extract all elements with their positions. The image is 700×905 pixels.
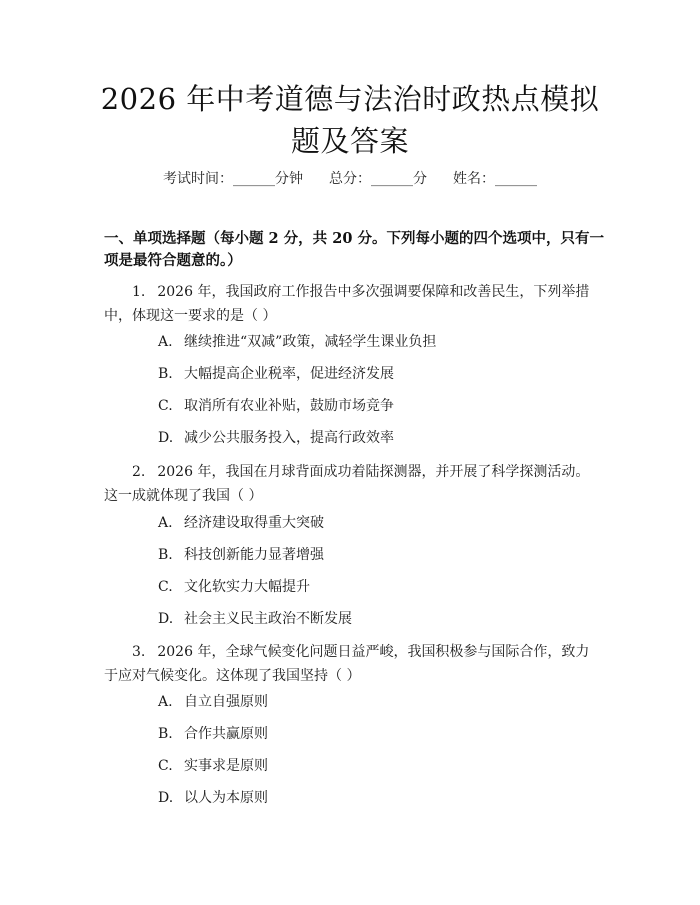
question-text: 2026 年，全球气候变化问题日益严峻，我国积极参与国际合作，致力于应对气候变化。这体现了我国坚持（ ） [104,644,590,684]
option-text: 取消所有农业补贴，鼓励市场竞争 [184,398,394,414]
exam-meta-line [0,168,700,188]
option-text: 科技创新能力显著增强 [184,547,324,563]
question-2-option-a [158,513,324,533]
question-2-option-d [158,609,352,629]
option-text: 经济建设取得重大突破 [184,515,324,531]
name-blank: ______ [495,171,537,187]
time-unit: 分钟 [275,171,303,187]
question-1-stem [104,280,594,328]
option-letter: A. [158,334,173,350]
option-letter: C. [158,758,173,774]
question-2-option-c [158,577,310,597]
score-label: 总分： [329,171,371,187]
question-2-option-b [158,545,324,565]
question-2-stem [104,460,594,508]
question-1-option-b [158,364,394,384]
option-text: 减少公共服务投入，提高行政效率 [184,430,394,446]
option-letter: B. [158,366,173,382]
question-3-option-a [158,692,268,712]
option-text: 社会主义民主政治不断发展 [184,611,352,627]
score-unit: 分 [413,171,427,187]
question-3-stem [104,640,594,688]
question-text: 2026 年，我国在月球背面成功着陆探测器，并开展了科学探测活动。这一成就体现了我国（ ） [104,464,590,504]
question-3-option-d [158,788,268,808]
question-1-option-d [158,428,394,448]
option-text: 以人为本原则 [184,790,268,806]
time-label: 考试时间： [163,171,233,187]
option-letter: D. [158,790,174,806]
question-number: 2. [132,464,146,480]
option-text: 自立自强原则 [184,694,268,710]
question-1-option-c [158,396,394,416]
name-label: 姓名： [453,171,495,187]
question-1-option-a [158,332,436,352]
option-letter: D. [158,611,174,627]
question-3-option-b [158,724,268,744]
option-letter: A. [158,694,173,710]
option-letter: B. [158,726,173,742]
option-text: 合作共赢原则 [184,726,268,742]
time-blank: ______ [233,171,275,187]
option-letter: B. [158,547,173,563]
option-letter: D. [158,430,174,446]
section-heading: 一、单项选择题（每小题 2 分，共 20 分。下列每小题的四个选项中，只有一项是最符合题意的。） [104,230,604,269]
option-text: 继续推进“双减”政策，减轻学生课业负担 [184,334,437,350]
question-number: 3. [132,644,146,660]
option-letter: C. [158,579,173,595]
question-3-option-c [158,756,268,776]
question-number: 1. [132,284,146,300]
option-text: 实事求是原则 [184,758,268,774]
option-letter: A. [158,515,173,531]
score-blank: ______ [371,171,413,187]
option-text: 文化软实力大幅提升 [184,579,310,595]
document-title: 2026 年中考道德与法治时政热点模拟题及答案 [100,82,600,158]
option-letter: C. [158,398,173,414]
question-text: 2026 年，我国政府工作报告中多次强调要保障和改善民生，下列举措中，体现这一要求的是（ ） [104,284,590,324]
option-text: 大幅提高企业税率，促进经济发展 [184,366,394,382]
